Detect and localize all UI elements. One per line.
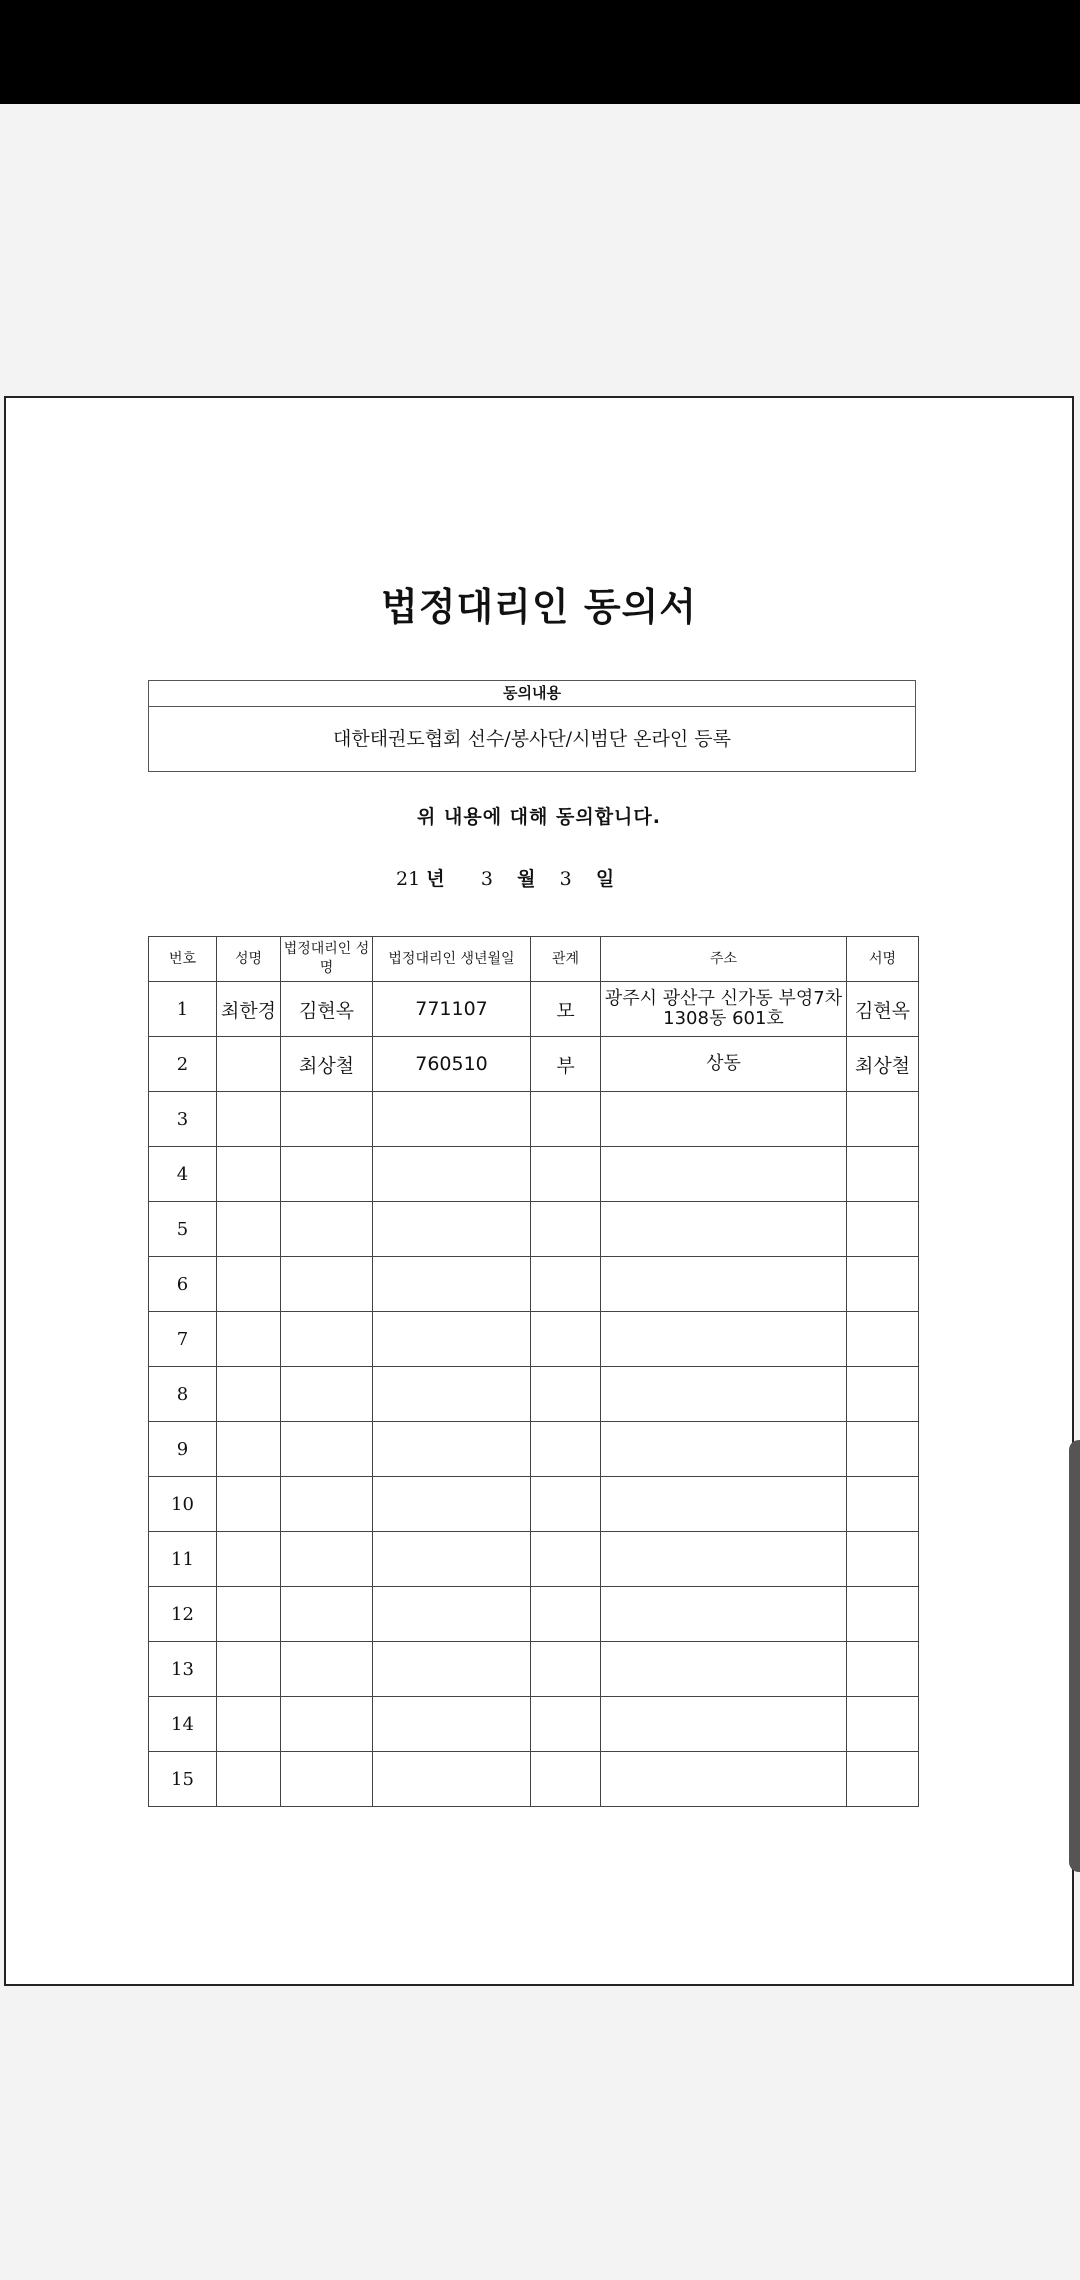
- row-signature: [847, 1202, 919, 1257]
- row-guardian-birthdate: [373, 1752, 531, 1807]
- row-address: [601, 1422, 847, 1477]
- row-name: [217, 1092, 281, 1147]
- row-name: [217, 1202, 281, 1257]
- row-name: [217, 1642, 281, 1697]
- document-title: 법정대리인 동의서: [381, 585, 697, 629]
- row-number: 3: [149, 1092, 217, 1147]
- row-guardian-name: [281, 1367, 373, 1422]
- table-row: [149, 1037, 919, 1092]
- row-relation: [531, 1422, 601, 1477]
- row-guardian-name: [281, 1092, 373, 1147]
- row-signature: [847, 1477, 919, 1532]
- row-guardian-name: [281, 1532, 373, 1587]
- row-address: [601, 1642, 847, 1697]
- date-month-label: 월: [517, 868, 536, 890]
- scroll-handle[interactable]: [1069, 1440, 1080, 1872]
- row-number: 8: [149, 1367, 217, 1422]
- row-relation: [531, 1532, 601, 1587]
- header-guardian-birthdate: 법정대리인 생년월일: [373, 937, 531, 982]
- row-signature: [847, 1147, 919, 1202]
- row-guardian-birthdate: [373, 1147, 531, 1202]
- table-row: [149, 1587, 919, 1642]
- consent-body: 대한태권도협회 선수/봉사단/시범단 온라인 등록: [332, 728, 731, 750]
- row-guardian-name: [281, 1752, 373, 1807]
- row-signature: [847, 1422, 919, 1477]
- row-signature: 최상철: [847, 1037, 919, 1092]
- row-guardian-birthdate: [373, 1422, 531, 1477]
- row-signature: [847, 1532, 919, 1587]
- row-guardian-birthdate: [373, 1312, 531, 1367]
- row-relation: [531, 1477, 601, 1532]
- table-row: [149, 1477, 919, 1532]
- table-row: [149, 1532, 919, 1587]
- table-row: [149, 1312, 919, 1367]
- row-name: 최한경: [217, 982, 281, 1037]
- row-number: 7: [149, 1312, 217, 1367]
- header-relation: 관계: [531, 937, 601, 982]
- row-relation: [531, 1202, 601, 1257]
- row-relation: [531, 1257, 601, 1312]
- row-name: [217, 1312, 281, 1367]
- row-signature: [847, 1092, 919, 1147]
- table-row: [149, 1257, 919, 1312]
- row-relation: [531, 1587, 601, 1642]
- table-row: [149, 1202, 919, 1257]
- row-number: 11: [149, 1532, 217, 1587]
- row-guardian-name: [281, 1147, 373, 1202]
- row-guardian-birthdate: [373, 1367, 531, 1422]
- row-address: [601, 1532, 847, 1587]
- row-number: 6: [149, 1257, 217, 1312]
- row-number: 9: [149, 1422, 217, 1477]
- row-address: [601, 1697, 847, 1752]
- row-number: 5: [149, 1202, 217, 1257]
- row-signature: [847, 1312, 919, 1367]
- date-day: 3: [559, 868, 572, 890]
- row-address: [601, 1587, 847, 1642]
- row-address: 상동: [601, 1037, 847, 1092]
- row-number: 2: [149, 1037, 217, 1092]
- row-relation: 모: [531, 982, 601, 1037]
- row-guardian-name: [281, 1202, 373, 1257]
- row-name: [217, 1257, 281, 1312]
- header-address: 주소: [601, 937, 847, 982]
- table-row: [149, 1367, 919, 1422]
- row-number: 1: [149, 982, 217, 1037]
- row-number: 13: [149, 1642, 217, 1697]
- row-signature: [847, 1752, 919, 1807]
- date-day-label: 일: [595, 868, 615, 890]
- row-guardian-name: [281, 1477, 373, 1532]
- row-guardian-name: [281, 1422, 373, 1477]
- table-row: [149, 1752, 919, 1807]
- row-relation: 부: [531, 1037, 601, 1092]
- row-signature: [847, 1697, 919, 1752]
- date-month: 3: [480, 868, 493, 890]
- row-name: [217, 1422, 281, 1477]
- row-relation: [531, 1147, 601, 1202]
- row-signature: [847, 1587, 919, 1642]
- row-address: [601, 1367, 847, 1422]
- row-number: 12: [149, 1587, 217, 1642]
- row-address: [601, 1752, 847, 1807]
- row-address: 광주시 광산구 신가동 부영7차 1308동 601호: [601, 982, 847, 1037]
- row-relation: [531, 1367, 601, 1422]
- row-relation: [531, 1092, 601, 1147]
- row-name: [217, 1147, 281, 1202]
- row-address: [601, 1202, 847, 1257]
- table-row: [149, 1642, 919, 1697]
- row-guardian-birthdate: 771107: [373, 982, 531, 1037]
- row-name: [217, 1697, 281, 1752]
- guardian-table: [148, 936, 919, 1807]
- row-address: [601, 1312, 847, 1367]
- row-number: 10: [149, 1477, 217, 1532]
- row-guardian-birthdate: [373, 1477, 531, 1532]
- header-name: 성명: [217, 937, 281, 982]
- table-row: [149, 1697, 919, 1752]
- row-signature: 김현옥: [847, 982, 919, 1037]
- row-guardian-name: [281, 1587, 373, 1642]
- row-relation: [531, 1312, 601, 1367]
- row-address: [601, 1257, 847, 1312]
- row-guardian-birthdate: 760510: [373, 1037, 531, 1092]
- consent-box: [148, 680, 916, 772]
- date-year: 21: [396, 868, 421, 890]
- row-guardian-birthdate: [373, 1642, 531, 1697]
- row-guardian-name: 최상철: [281, 1037, 373, 1092]
- table-header-row: [149, 937, 919, 982]
- row-name: [217, 1752, 281, 1807]
- row-guardian-name: [281, 1312, 373, 1367]
- row-name: [217, 1587, 281, 1642]
- row-guardian-birthdate: [373, 1532, 531, 1587]
- row-signature: [847, 1367, 919, 1422]
- table-row: [149, 1092, 919, 1147]
- row-name: [217, 1037, 281, 1092]
- row-relation: [531, 1642, 601, 1697]
- document-page: [4, 396, 1074, 1986]
- row-guardian-name: [281, 1642, 373, 1697]
- row-guardian-birthdate: [373, 1202, 531, 1257]
- row-guardian-name: 김현옥: [281, 982, 373, 1037]
- header-number: 번호: [149, 937, 217, 982]
- consent-header: 동의내용: [149, 681, 915, 707]
- row-address: [601, 1092, 847, 1147]
- row-name: [217, 1367, 281, 1422]
- row-signature: [847, 1257, 919, 1312]
- row-guardian-name: [281, 1257, 373, 1312]
- row-address: [601, 1477, 847, 1532]
- row-number: 15: [149, 1752, 217, 1807]
- row-number: 4: [149, 1147, 217, 1202]
- row-guardian-birthdate: [373, 1697, 531, 1752]
- table-row: [149, 1422, 919, 1477]
- row-relation: [531, 1697, 601, 1752]
- row-signature: [847, 1642, 919, 1697]
- row-number: 14: [149, 1697, 217, 1752]
- row-guardian-birthdate: [373, 1092, 531, 1147]
- row-name: [217, 1532, 281, 1587]
- table-row: [149, 982, 919, 1037]
- table-row: [149, 1147, 919, 1202]
- row-address: [601, 1147, 847, 1202]
- date-line: [396, 864, 614, 891]
- header-guardian-name: 법정대리인 성명: [281, 937, 373, 982]
- agreement-statement: 위 내용에 대해 동의합니다.: [417, 806, 661, 828]
- row-name: [217, 1477, 281, 1532]
- status-bar: [0, 0, 1080, 104]
- row-guardian-birthdate: [373, 1587, 531, 1642]
- row-guardian-name: [281, 1697, 373, 1752]
- header-signature: 서명: [847, 937, 919, 982]
- row-relation: [531, 1752, 601, 1807]
- row-guardian-birthdate: [373, 1257, 531, 1312]
- date-year-label: 년: [426, 868, 445, 890]
